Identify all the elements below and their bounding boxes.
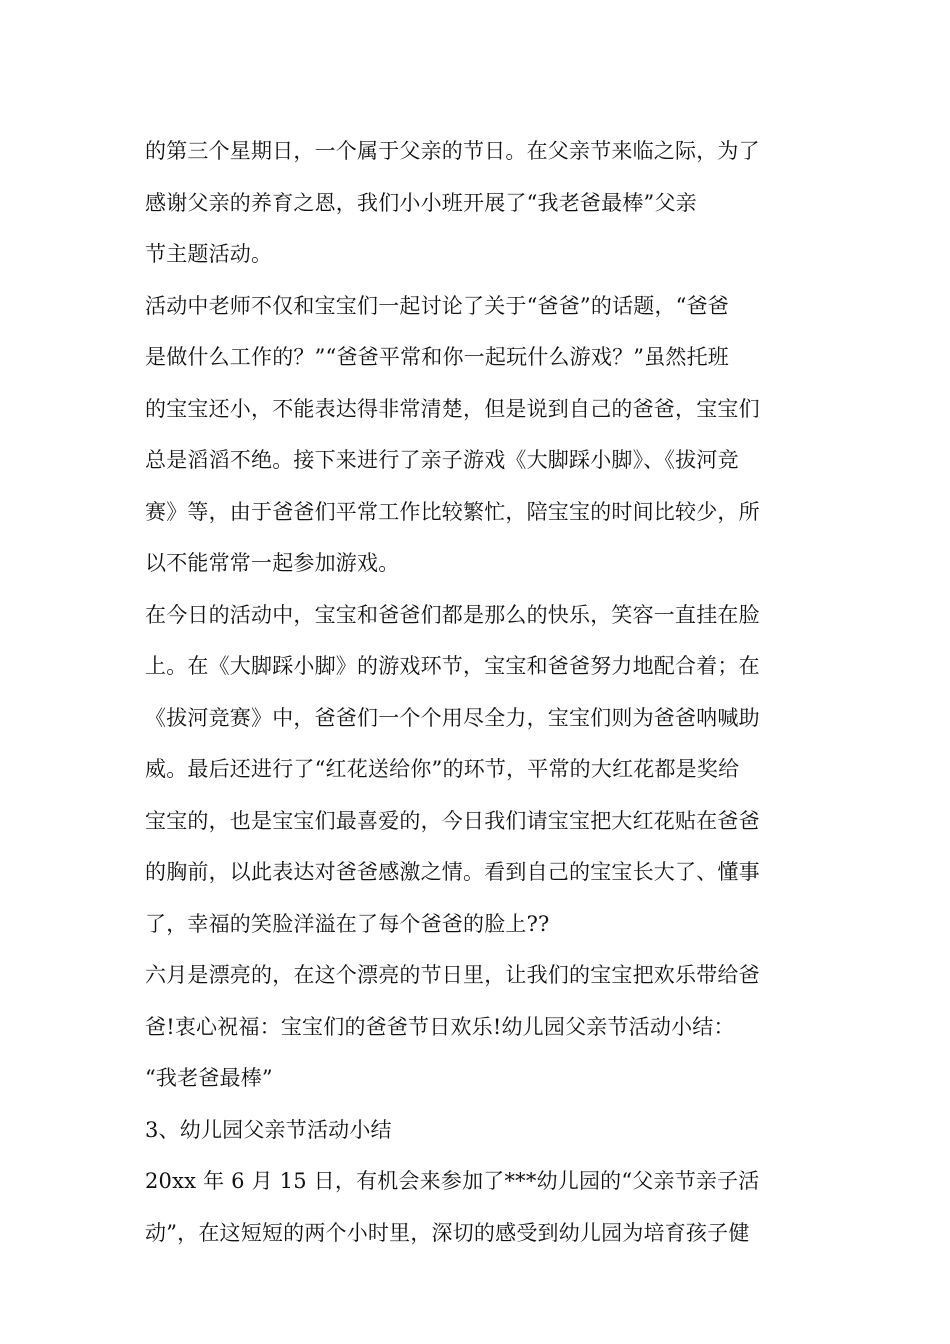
text-line: 感谢父亲的养育之恩，我们小小班开展了“我老爸最棒”父亲 (145, 190, 697, 215)
text-line: 的胸前，以此表达对爸爸感激之情。看到自己的宝宝长大了、懂事 (145, 860, 760, 884)
text-line: 六月是漂亮的，在这个漂亮的节日里，让我们的宝宝把欢乐带给爸 (145, 963, 760, 987)
document-body (145, 126, 810, 1259)
text-line: 活动中老师不仅和宝宝们一起讨论了关于“爸爸”的话题，“爸爸 (145, 293, 730, 318)
text-line: 威。最后还进行了“红花送给你”的环节，平常的大红花都是奖给 (145, 757, 740, 781)
text-line: 总是滔滔不绝。接下来进行了亲子游戏《大脚踩小脚》、《拔河竞 (145, 448, 739, 472)
text-line: 20xx 年 6 月 15 日，有机会来参加了***幼儿园的“父亲节亲子活 (145, 1169, 760, 1193)
text-line: 上。在《大脚踩小脚》的游戏环节，宝宝和爸爸努力地配合着；在 (145, 654, 760, 678)
text-line: 以不能常常一起参加游戏。 (145, 551, 400, 575)
text-line: 爸!衷心祝福：宝宝们的爸爸节日欢乐!幼儿园父亲节活动小结： (145, 1014, 735, 1039)
text-line: 《拔河竞赛》中，爸爸们一个个用尽全力，宝宝们则为爸爸呐喊助 (145, 705, 760, 730)
text-line: 宝宝的，也是宝宝们最喜爱的，今日我们请宝宝把大红花贴在爸爸 (145, 808, 760, 833)
text-line: 节主题活动。 (145, 242, 273, 266)
text-line: 是做什么工作的？”“爸爸平常和你一起玩什么游戏？”虽然托班 (145, 345, 730, 369)
text-line: 的第三个星期日，一个属于父亲的节日。在父亲节来临之际，为了 (145, 139, 760, 163)
text-line: 的宝宝还小，不能表达得非常清楚，但是说到自己的爸爸，宝宝们 (145, 396, 760, 421)
text-line: “我老爸最棒” (145, 1066, 273, 1090)
text-line: 在今日的活动中，宝宝和爸爸们都是那么的快乐，笑容一直挂在脸 (145, 602, 760, 627)
section-heading: 3、幼儿园父亲节活动小结 (145, 1117, 392, 1142)
text-line: 动”，在这短短的两个小时里，深切的感受到幼儿园为培育孩子健 (145, 1220, 750, 1245)
text-line: 赛》等，由于爸爸们平常工作比较繁忙，陪宝宝的时间比较少，所 (145, 499, 760, 524)
text-line: 了，幸福的笑脸洋溢在了每个爸爸的脸上?? (145, 911, 550, 936)
